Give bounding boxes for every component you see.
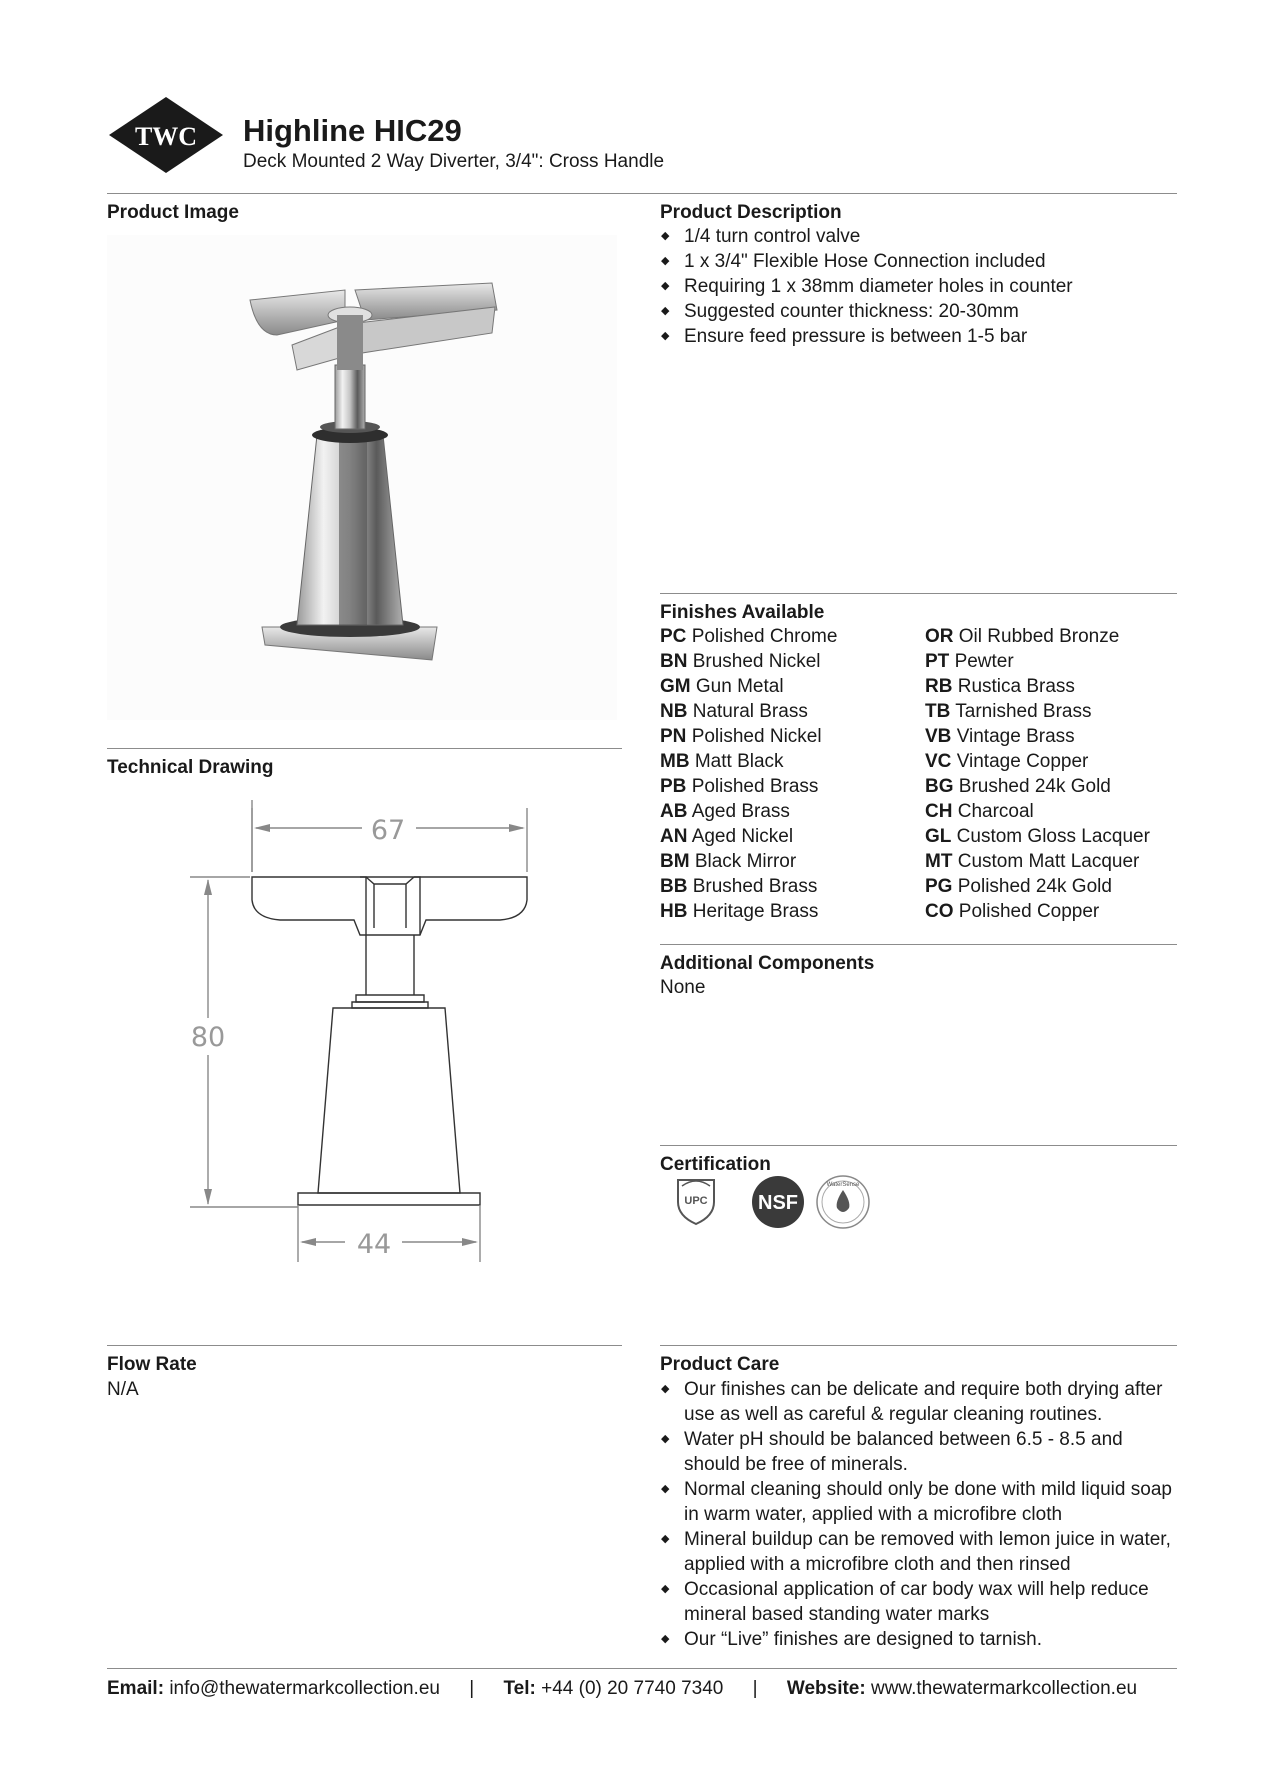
list-item: ◆ 1 x 3/4" Flexible Hose Connection included — [660, 249, 1170, 274]
valve-photo — [107, 235, 617, 720]
separator: | — [752, 1678, 758, 1699]
list-item: ◆ Our “Live” finishes are designed to tarnish. — [660, 1627, 1175, 1652]
certification-logos — [668, 1172, 883, 1232]
tel-link[interactable]: +44 (0) 20 7740 7340 — [541, 1678, 724, 1699]
list-item: ◆ Ensure feed pressure is between 1-5 bar — [660, 324, 1170, 349]
finish-item: PG Polished 24k Gold — [925, 876, 1112, 897]
finish-item: BN Brushed Nickel — [660, 651, 821, 672]
flow-rate-divider — [107, 1345, 622, 1346]
list-item: ◆ Requiring 1 x 38mm diameter holes in counter — [660, 274, 1170, 299]
page-title: Highline HIC29 — [243, 113, 462, 148]
header-divider — [107, 193, 1177, 194]
additional-components-value: None — [660, 977, 706, 998]
list-item: ◆ Normal cleaning should only be done with mild liquid soap in warm water, applied with a microfibre cloth — [660, 1477, 1175, 1527]
finish-item: PB Polished Brass — [660, 776, 819, 797]
finish-item: AB Aged Brass — [660, 801, 790, 822]
list-item: ◆ Our finishes can be delicate and require both drying after use as well as careful & regular cleaning routines. — [660, 1377, 1175, 1427]
product-care-title: Product Care — [660, 1354, 780, 1375]
finish-item: RB Rustica Brass — [925, 676, 1075, 697]
finish-item: BG Brushed 24k Gold — [925, 776, 1111, 797]
finish-item: TB Tarnished Brass — [925, 701, 1092, 722]
finish-item: BM Black Mirror — [660, 851, 797, 872]
logo-text: TWC — [134, 122, 198, 151]
separator: | — [469, 1678, 475, 1699]
technical-drawing — [180, 800, 540, 1275]
finish-item: VB Vintage Brass — [925, 726, 1075, 747]
finish-item: HB Heritage Brass — [660, 901, 819, 922]
certification-title: Certification — [660, 1154, 771, 1175]
finish-item: PN Polished Nickel — [660, 726, 822, 747]
finishes-left-column — [660, 624, 837, 924]
finish-item: PC Polished Chrome — [660, 626, 838, 647]
finish-item: NB Natural Brass — [660, 701, 808, 722]
product-care-list — [660, 1377, 1175, 1652]
list-item: ◆ Mineral buildup can be removed with lemon juice in water, applied with a microfibre cloth and then rinsed — [660, 1527, 1175, 1577]
finish-item: AN Aged Nickel — [660, 826, 794, 847]
footer — [107, 1678, 1177, 1700]
nsf-text: NSF — [758, 1192, 798, 1214]
email-label: Email: — [107, 1678, 165, 1699]
watersense-logo — [813, 1172, 873, 1232]
product-image — [107, 235, 617, 720]
dim-bottom-label: 44 — [356, 1229, 392, 1260]
website-label: Website: — [786, 1678, 866, 1699]
finish-item: PT Pewter — [925, 651, 1014, 672]
flow-rate-value: N/A — [107, 1379, 139, 1400]
product-image-title: Product Image — [107, 202, 239, 223]
list-item: ◆ Water pH should be balanced between 6.5 - 8.5 and should be free of minerals. — [660, 1427, 1175, 1477]
finishes-right-column — [925, 624, 1150, 924]
finishes-divider — [660, 593, 1177, 594]
list-item: ◆ 1/4 turn control valve — [660, 224, 1170, 249]
image-divider — [107, 748, 622, 749]
finish-item: VC Vintage Copper — [925, 751, 1089, 772]
finish-item: OR Oil Rubbed Bronze — [925, 626, 1120, 647]
product-description-title: Product Description — [660, 202, 842, 223]
website-link[interactable]: www.thewatermarkcollection.eu — [870, 1678, 1138, 1699]
certification-divider — [660, 1145, 1177, 1146]
list-item: ◆ Occasional application of car body wax will help reduce mineral based standing water marks — [660, 1577, 1175, 1627]
tel-label: Tel: — [503, 1678, 536, 1699]
product-care-divider — [660, 1345, 1177, 1346]
flow-rate-title: Flow Rate — [107, 1354, 197, 1375]
email-link[interactable]: info@thewatermarkcollection.eu — [169, 1678, 440, 1699]
upc-text: UPC — [684, 1195, 708, 1207]
finish-item: MB Matt Black — [660, 751, 784, 772]
twc-logo — [107, 95, 225, 175]
finish-item: GM Gun Metal — [660, 676, 784, 697]
finish-item: CO Polished Copper — [925, 901, 1100, 922]
footer-divider — [107, 1668, 1177, 1669]
watersense-text: WaterSense — [826, 1182, 860, 1188]
finish-item: CH Charcoal — [925, 801, 1034, 822]
finishes-title: Finishes Available — [660, 602, 825, 623]
components-divider — [660, 944, 1177, 945]
product-description-list — [660, 224, 1170, 349]
finish-item: GL Custom Gloss Lacquer — [925, 826, 1150, 847]
finish-item: BB Brushed Brass — [660, 876, 818, 897]
dim-side-label: 80 — [190, 1022, 226, 1053]
dim-top-label: 67 — [370, 815, 406, 846]
page-subtitle: Deck Mounted 2 Way Diverter, 3/4": Cross Handle — [243, 151, 665, 172]
finish-item: MT Custom Matt Lacquer — [925, 851, 1140, 872]
technical-drawing-title: Technical Drawing — [107, 757, 274, 778]
additional-components-title: Additional Components — [660, 953, 875, 974]
list-item: ◆ Suggested counter thickness: 20-30mm — [660, 299, 1170, 324]
nsf-logo — [748, 1172, 808, 1232]
